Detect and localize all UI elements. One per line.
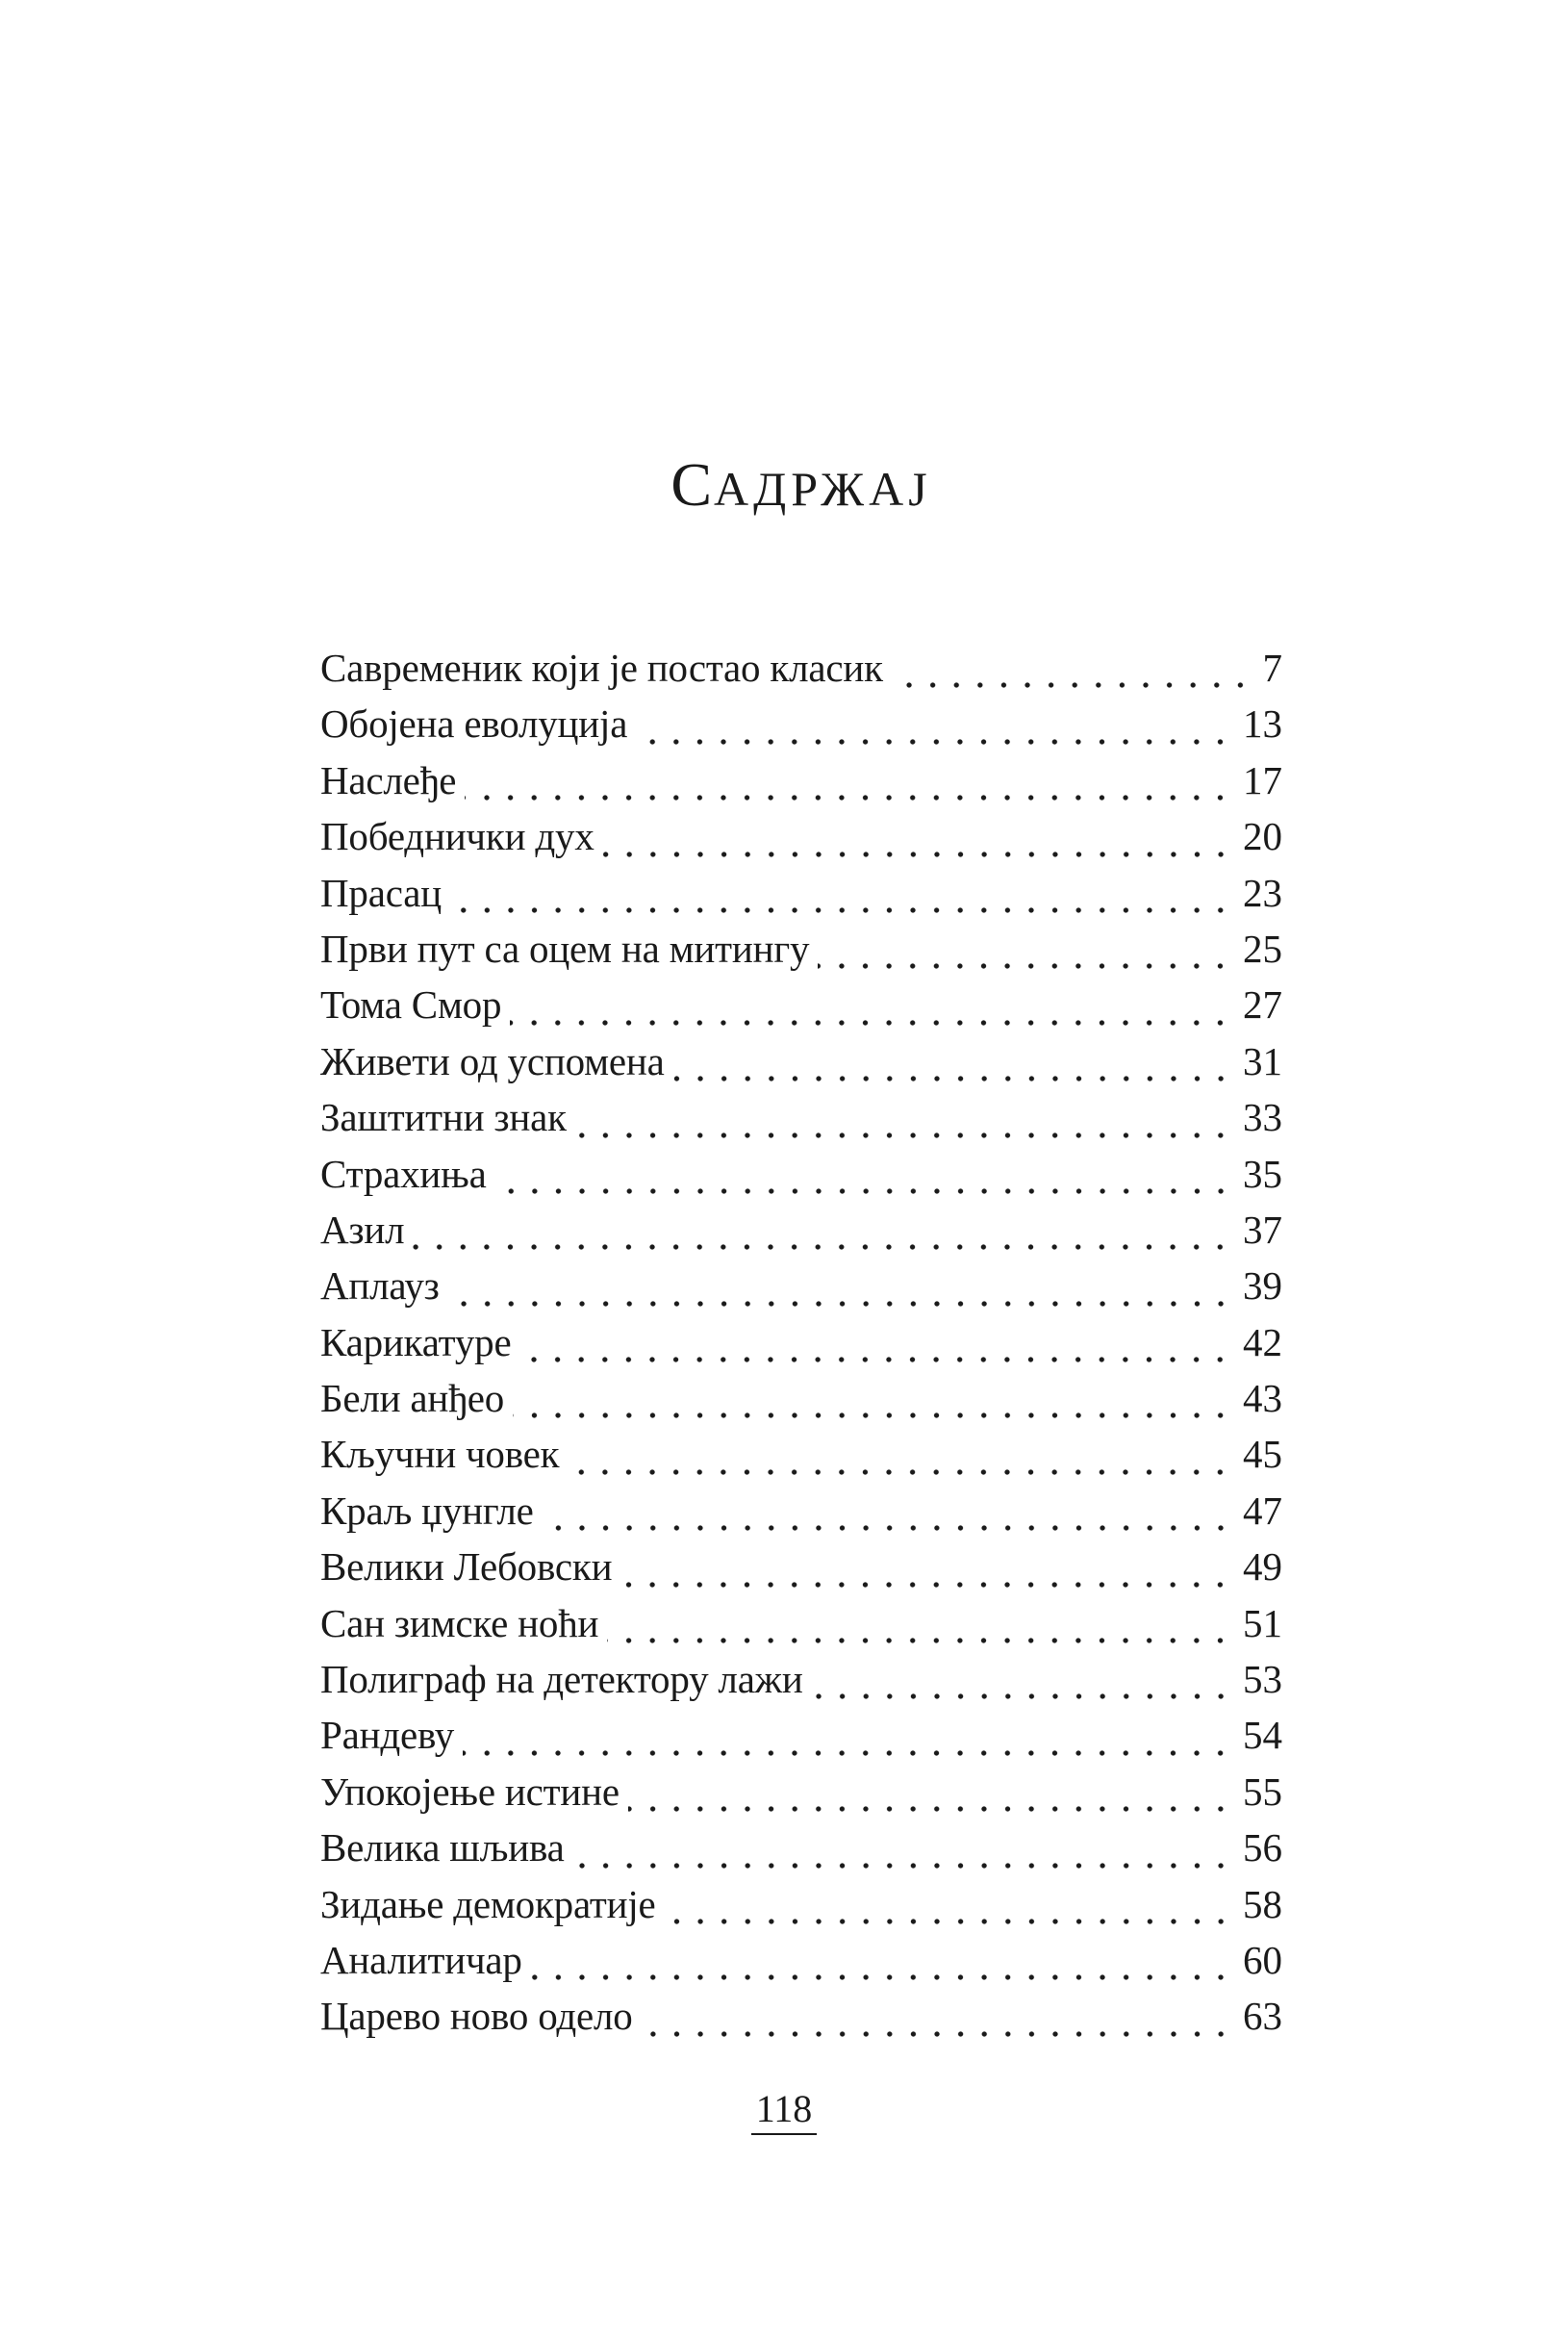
dot-leader (413, 1207, 1232, 1262)
toc-entry-page: 42 (1243, 1319, 1282, 1364)
toc-entry (320, 813, 1282, 869)
page-number: 118 (751, 2088, 818, 2135)
toc-entry-page: 45 (1243, 1432, 1282, 1477)
dot-leader (673, 1038, 1232, 1094)
toc-entry-title: Рандеву (320, 1713, 455, 1758)
toc-entry-page: 13 (1243, 701, 1282, 747)
dot-leader (519, 1319, 1232, 1375)
dot-leader (575, 1094, 1232, 1150)
toc-entry (320, 926, 1282, 981)
toc-entry (320, 1824, 1282, 1880)
toc-entry (320, 645, 1282, 700)
toc-entry-title: Бели анђео (320, 1376, 505, 1421)
dot-leader (448, 1262, 1232, 1318)
dot-leader (495, 1151, 1232, 1207)
toc-entry (320, 1937, 1282, 1993)
toc-entry (320, 1038, 1282, 1094)
toc-entry-page: 7 (1262, 646, 1282, 690)
dot-leader (465, 757, 1232, 813)
toc-entry-title: Царево ново одело (320, 1994, 633, 2039)
toc-entry (320, 1768, 1282, 1824)
toc-entry-title: Заштитни знак (320, 1095, 567, 1140)
toc-entry-page: 20 (1243, 814, 1282, 859)
dot-leader (812, 1656, 1232, 1712)
page-title-rest: АДРЖАЈ (714, 462, 932, 516)
toc-entry (320, 981, 1282, 1037)
dot-leader (463, 1712, 1232, 1768)
toc-list (320, 645, 1282, 2049)
toc-entry (320, 757, 1282, 813)
toc-entry-page: 23 (1243, 870, 1282, 915)
toc-entry (320, 1881, 1282, 1937)
toc-entry (320, 1712, 1282, 1768)
toc-entry (320, 700, 1282, 756)
toc-entry-page: 43 (1243, 1376, 1282, 1421)
toc-entry-title: Азил (320, 1207, 405, 1252)
dot-leader (665, 1881, 1232, 1937)
toc-entry-page: 31 (1243, 1038, 1282, 1083)
toc-entry-page: 54 (1243, 1713, 1282, 1758)
dot-leader (573, 1824, 1232, 1880)
toc-entry-page: 58 (1243, 1881, 1282, 1926)
toc-entry-title: Упокојење истине (320, 1768, 620, 1814)
toc-entry (320, 1993, 1282, 2048)
toc-entry-title: Аналитичар (320, 1937, 522, 1982)
toc-entry-page: 25 (1243, 926, 1282, 971)
toc-entry-title: Карикатуре (320, 1319, 512, 1364)
toc-entry-page: 35 (1243, 1151, 1282, 1196)
toc-entry-page: 56 (1243, 1825, 1282, 1870)
dot-leader (620, 1543, 1232, 1599)
toc-entry-title: Велика шљива (320, 1825, 565, 1870)
toc-entry-page: 63 (1243, 1994, 1282, 2039)
dot-leader (450, 870, 1232, 926)
toc-entry (320, 1431, 1282, 1487)
toc-entry-title: Обојена еволуција (320, 701, 628, 747)
dot-leader (543, 1488, 1232, 1543)
page-number-container (0, 2088, 1568, 2135)
dot-leader (607, 1600, 1232, 1656)
toc-entry-title: Аплауз (320, 1263, 440, 1309)
toc-entry (320, 1094, 1282, 1150)
dot-leader (513, 1375, 1232, 1431)
dot-leader (628, 1768, 1232, 1824)
toc-entry (320, 1656, 1282, 1712)
page-title-initial: С (670, 450, 715, 519)
toc-entry-page: 51 (1243, 1600, 1282, 1645)
toc-entry-title: Полиграф на детектору лажи (320, 1657, 803, 1702)
toc-entry-title: Победнички дух (320, 814, 594, 859)
dot-leader (603, 813, 1232, 869)
toc-entry-title: Страхиња (320, 1151, 487, 1196)
dot-leader (510, 981, 1232, 1037)
toc-entry (320, 1600, 1282, 1656)
dot-leader (568, 1431, 1232, 1487)
toc-entry-title: Зидање демократије (320, 1881, 656, 1926)
dot-leader (531, 1937, 1232, 1993)
page-title (320, 450, 1282, 519)
toc-entry (320, 870, 1282, 926)
toc-entry (320, 1319, 1282, 1375)
toc-entry (320, 1262, 1282, 1318)
toc-entry (320, 1375, 1282, 1431)
toc-entry-page: 33 (1243, 1095, 1282, 1140)
toc-entry-page: 47 (1243, 1488, 1282, 1533)
dot-leader (818, 926, 1232, 981)
toc-entry-page: 55 (1243, 1768, 1282, 1814)
toc-entry (320, 1543, 1282, 1599)
toc-entry-title: Велики Лебовски (320, 1544, 613, 1590)
toc-entry (320, 1151, 1282, 1207)
toc-entry-page: 53 (1243, 1657, 1282, 1702)
dot-leader (636, 700, 1232, 756)
toc-entry-title: Прасац (320, 870, 442, 915)
toc-entry-title: Кључни човек (320, 1432, 560, 1477)
toc-entry-page: 60 (1243, 1937, 1282, 1982)
toc-entry (320, 1207, 1282, 1262)
toc-entry-title: Тома Смор (320, 982, 502, 1028)
dot-leader (642, 1993, 1232, 2048)
toc-entry-title: Сан зимске ноћи (320, 1600, 599, 1645)
toc-entry-page: 17 (1243, 757, 1282, 802)
toc-entry-title: Краљ џунгле (320, 1488, 534, 1533)
toc-entry-title: Наслеђе (320, 757, 457, 802)
toc-entry-page: 37 (1243, 1207, 1282, 1252)
toc-entry (320, 1488, 1282, 1543)
toc-entry-title: Живети од успомена (320, 1038, 665, 1083)
toc-entry-page: 49 (1243, 1544, 1282, 1590)
toc-entry-page: 27 (1243, 982, 1282, 1028)
toc-entry-title: Први пут са оцем на митингу (320, 926, 810, 971)
dot-leader (892, 645, 1252, 700)
toc-entry-title: Савременик који је постао класик (320, 646, 883, 690)
toc-entry-page: 39 (1243, 1263, 1282, 1309)
